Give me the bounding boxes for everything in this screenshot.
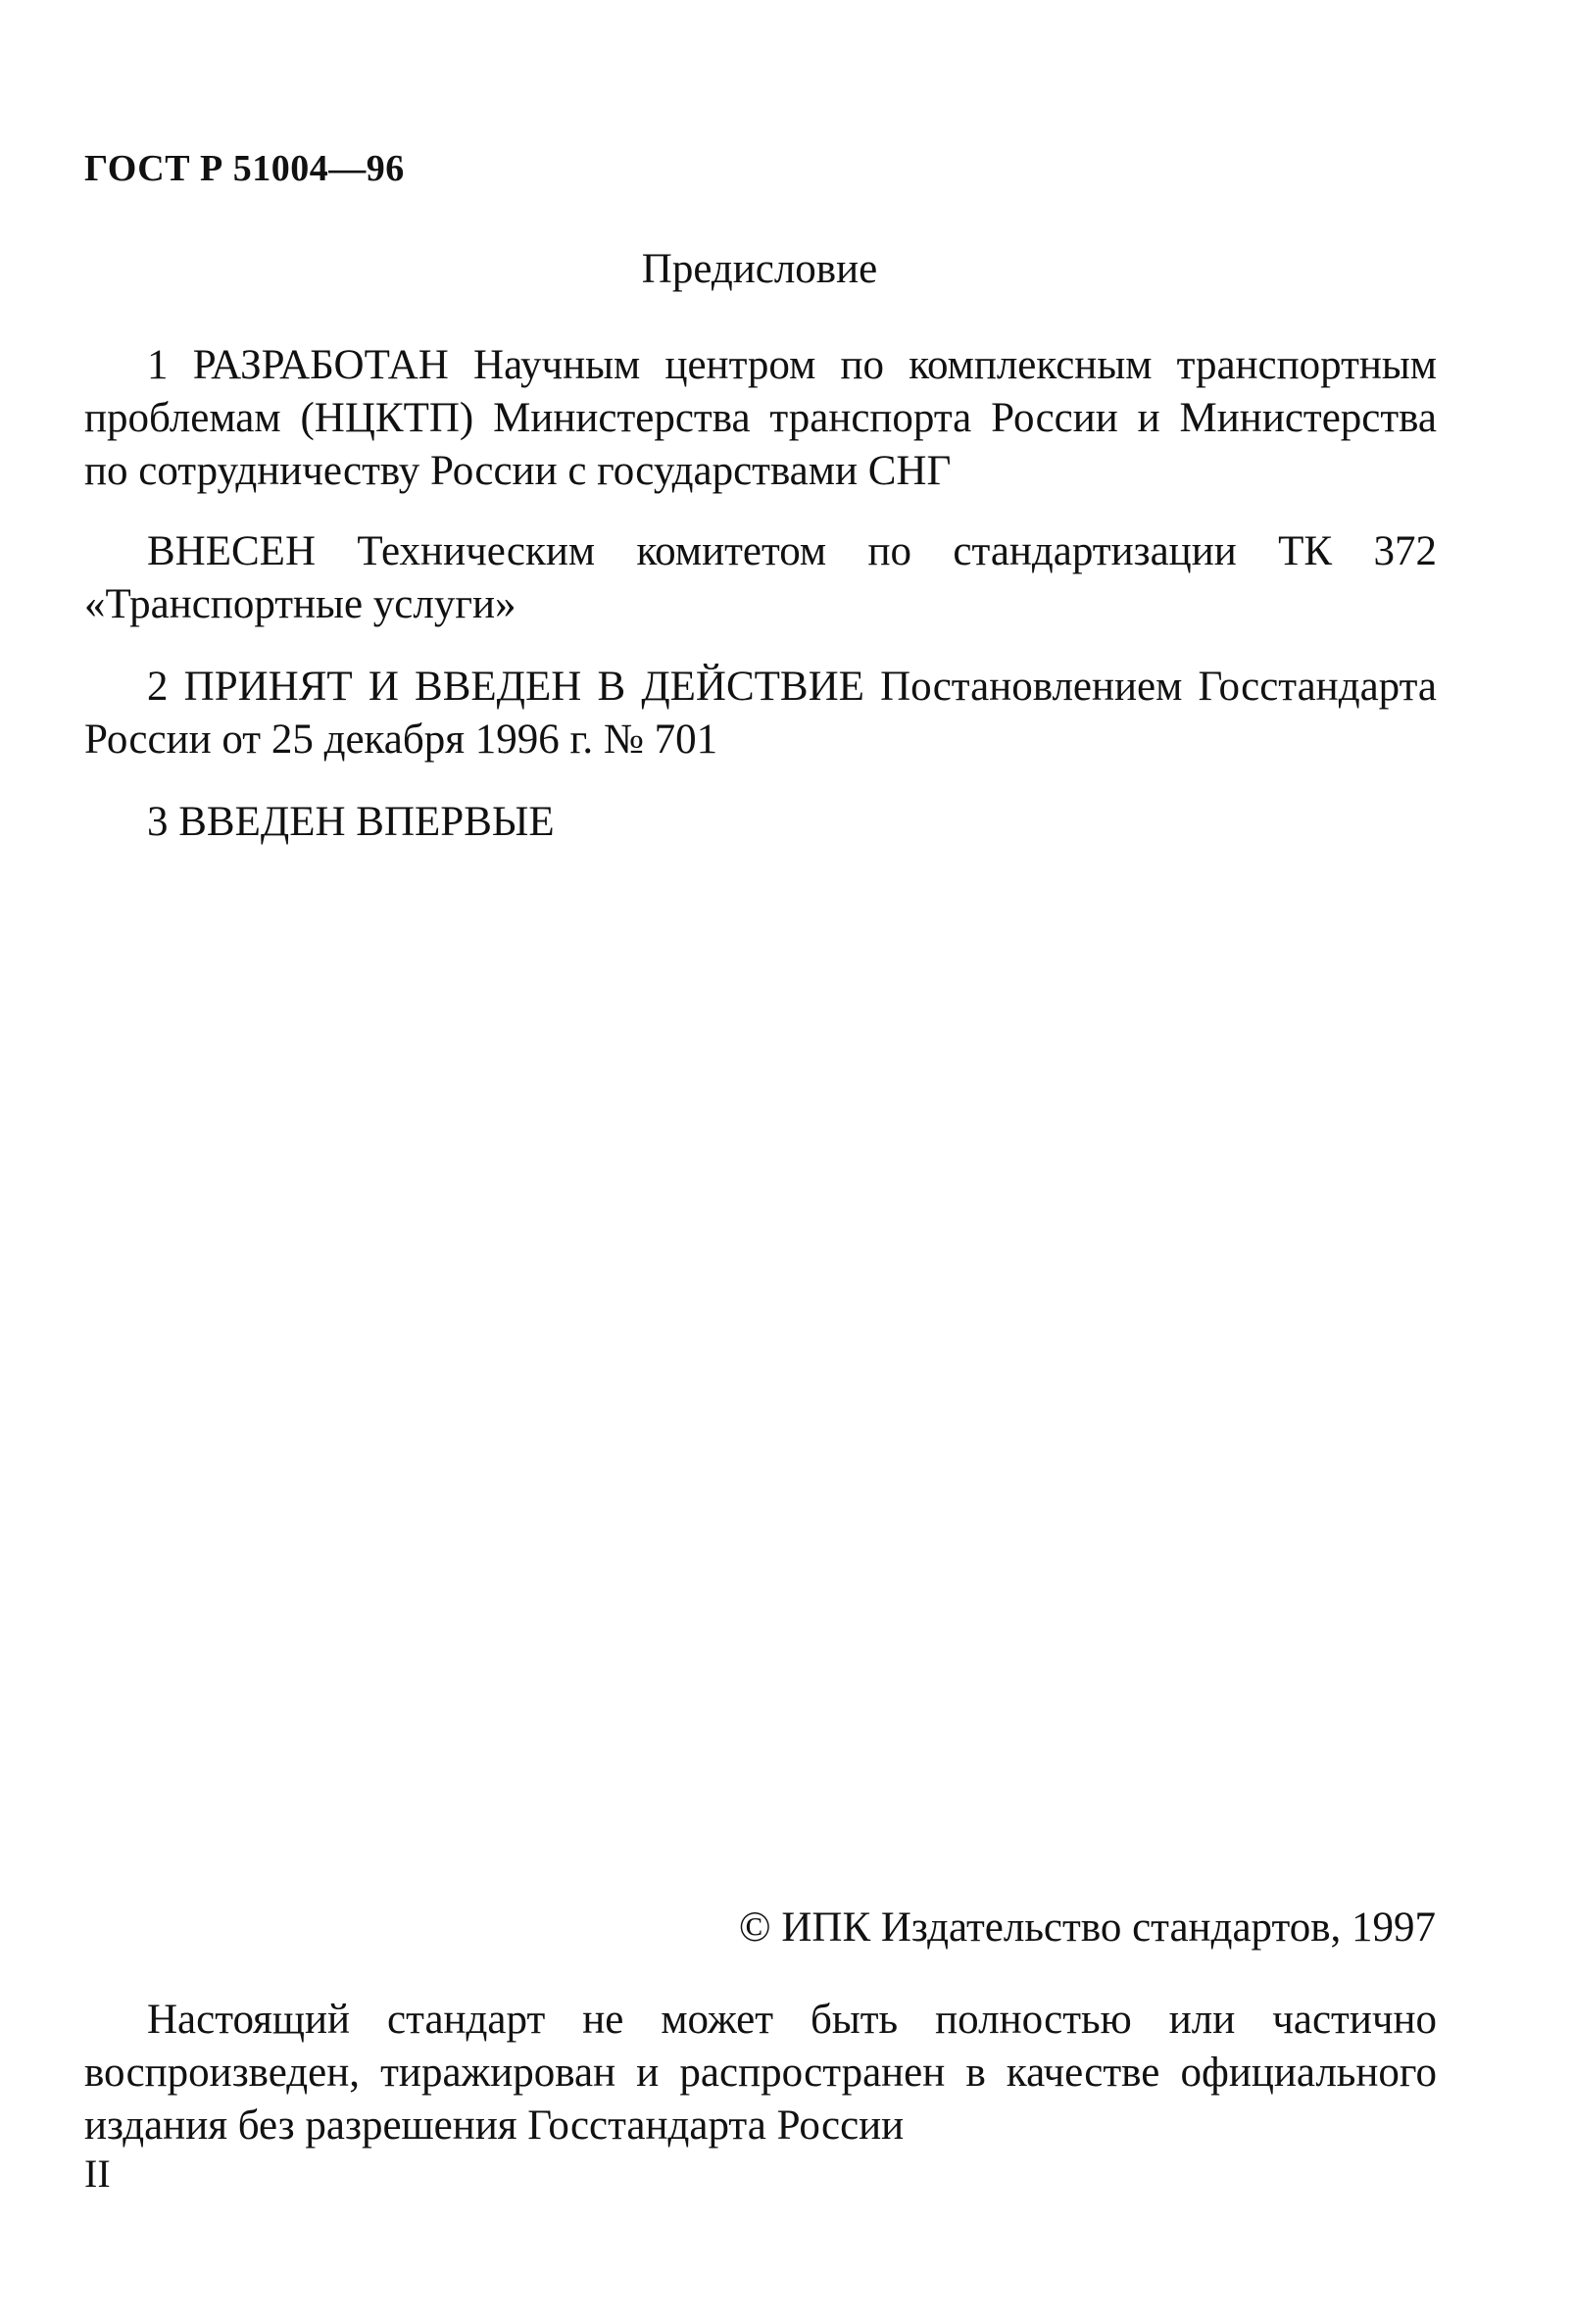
paragraph-developed-text: 1 РАЗРАБОТАН Научным центром по комплексным транспортным проблемам (НЦКТП) Министерства транспорта России и Министерства по сотрудничеству России с государствами СНГ [84,342,1437,494]
reproduction-notice [84,1994,1437,2152]
paragraph-adopted-text: 2 ПРИНЯТ И ВВЕДЕН В ДЕЙСТВИЕ Постановлением Госстандарта России от 25 декабря 1996 г. № 701 [84,664,1437,763]
paragraph-first-introduced-text: 3 ВВЕДЕН ВПЕРВЫЕ [147,799,555,845]
paragraph-introduced-text: ВНЕСЕН Техническим комитетом по стандартизации ТК 372 «Транспортные услуги» [84,528,1437,627]
copyright-line: © ИПК Издательство стандартов, 1997 [738,1904,1436,1951]
reproduction-notice-text: Настоящий стандарт не может быть полностью или частично воспроизведен, тиражирован и распространен в качестве официального издания без разрешения Госстандарта России [84,1997,1437,2149]
paragraph-introduced [84,525,1437,631]
page-number: II [84,2151,111,2196]
paragraph-developed [84,339,1437,498]
section-title: Предисловие [641,246,878,292]
standard-code: ГОСТ Р 51004—96 [84,148,405,189]
paragraph-first-introduced [84,796,1437,849]
paragraph-adopted [84,661,1437,766]
